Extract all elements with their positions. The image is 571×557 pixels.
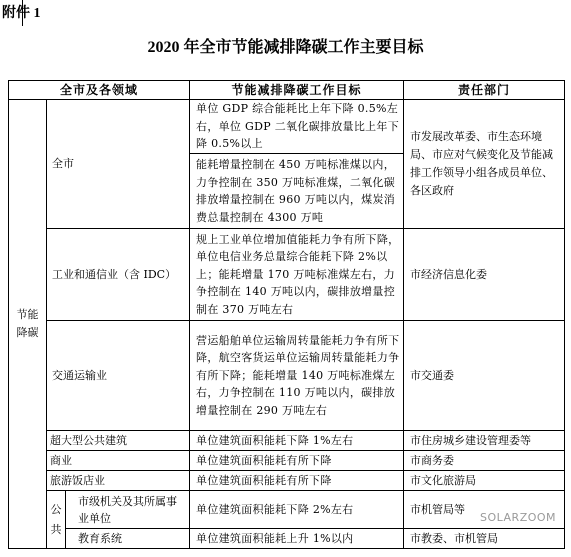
objective-education: 单位建筑面积能耗上升 1%以内 bbox=[190, 529, 404, 549]
table-row bbox=[9, 321, 565, 431]
objective-institutions: 单位建筑面积能耗下降 2%左右 bbox=[190, 491, 404, 529]
attachment-label: 附件 1 bbox=[2, 6, 41, 21]
objective-city-intensity: 单位 GDP 综合能耗比上年下降 0.5%左右，单位 GDP 二氧化碳排放量比上年下降 0.5%以上 bbox=[190, 100, 404, 154]
domain-industry: 工业和通信业（含 IDC） bbox=[47, 229, 190, 321]
domain-transport: 交通运输业 bbox=[47, 321, 190, 431]
objective-tourism: 单位建筑面积能耗有所下降 bbox=[190, 471, 404, 491]
table-row bbox=[9, 471, 565, 491]
domain-commerce: 商业 bbox=[47, 451, 190, 471]
targets-table bbox=[8, 80, 565, 549]
table-row bbox=[9, 100, 565, 154]
department-transport: 市交通委 bbox=[404, 321, 565, 431]
objective-commerce: 单位建筑面积能耗有所下降 bbox=[190, 451, 404, 471]
header-domain: 全市及各领域 bbox=[9, 81, 190, 100]
domain-institutions: 市级机关及其所属事业单位 bbox=[66, 491, 190, 529]
table-row bbox=[9, 451, 565, 471]
group-label-cell bbox=[9, 100, 47, 549]
group-label: 节能降碳 bbox=[16, 308, 39, 339]
domain-education: 教育系统 bbox=[66, 529, 190, 549]
department-industry: 市经济信息化委 bbox=[404, 229, 565, 321]
domain-large-buildings: 超大型公共建筑 bbox=[47, 431, 190, 451]
objective-large-buildings: 单位建筑面积能耗下降 1%左右 bbox=[190, 431, 404, 451]
objective-industry: 规上工业单位增加值能耗力争有所下降，单位电信业务总量综合能耗下降 2%以上；能耗增量 170 万吨标准煤左右，力争控制在 140 万吨以内，碳排放增量控制在 370 万吨左右 bbox=[190, 229, 404, 321]
domain-tourism: 旅游饭店业 bbox=[47, 471, 190, 491]
watermark-logo: SOLARZOOM bbox=[480, 511, 557, 524]
objective-city-total: 能耗增量控制在 450 万吨标准煤以内，力争控制在 350 万吨标准煤，二氧化碳排放增量控制在 960 万吨以内，煤炭消费总量控制在 4300 万吨 bbox=[190, 154, 404, 229]
table-header-row bbox=[9, 81, 565, 100]
table-row bbox=[9, 431, 565, 451]
header-department: 责任部门 bbox=[404, 81, 565, 100]
table-row bbox=[9, 229, 565, 321]
domain-city: 全市 bbox=[47, 100, 190, 229]
department-tourism: 市文化旅游局 bbox=[404, 471, 565, 491]
table-row bbox=[9, 529, 565, 549]
public-label: 公共 bbox=[47, 491, 66, 549]
document-title: 2020 年全市节能减排降碳工作主要目标 bbox=[147, 39, 424, 56]
department-education: 市教委、市机管局 bbox=[404, 529, 565, 549]
department-city: 市发展改革委、市生态环境局、市应对气候变化及节能减排工作领导小组各成员单位、各区政府 bbox=[404, 100, 565, 229]
header-objective: 节能减排降碳工作目标 bbox=[190, 81, 404, 100]
department-commerce: 市商务委 bbox=[404, 451, 565, 471]
department-institutions: 市机管局等 bbox=[404, 491, 565, 529]
department-large-buildings: 市住房城乡建设管理委等 bbox=[404, 431, 565, 451]
objective-transport: 营运船舶单位运输周转量能耗力争有所下降，航空客货运单位运输周转量能耗力争有所下降；能耗增量 140 万吨标准煤左右，力争控制在 110 万吨以内，碳排放增量控制在 290 万吨左右 bbox=[190, 321, 404, 431]
